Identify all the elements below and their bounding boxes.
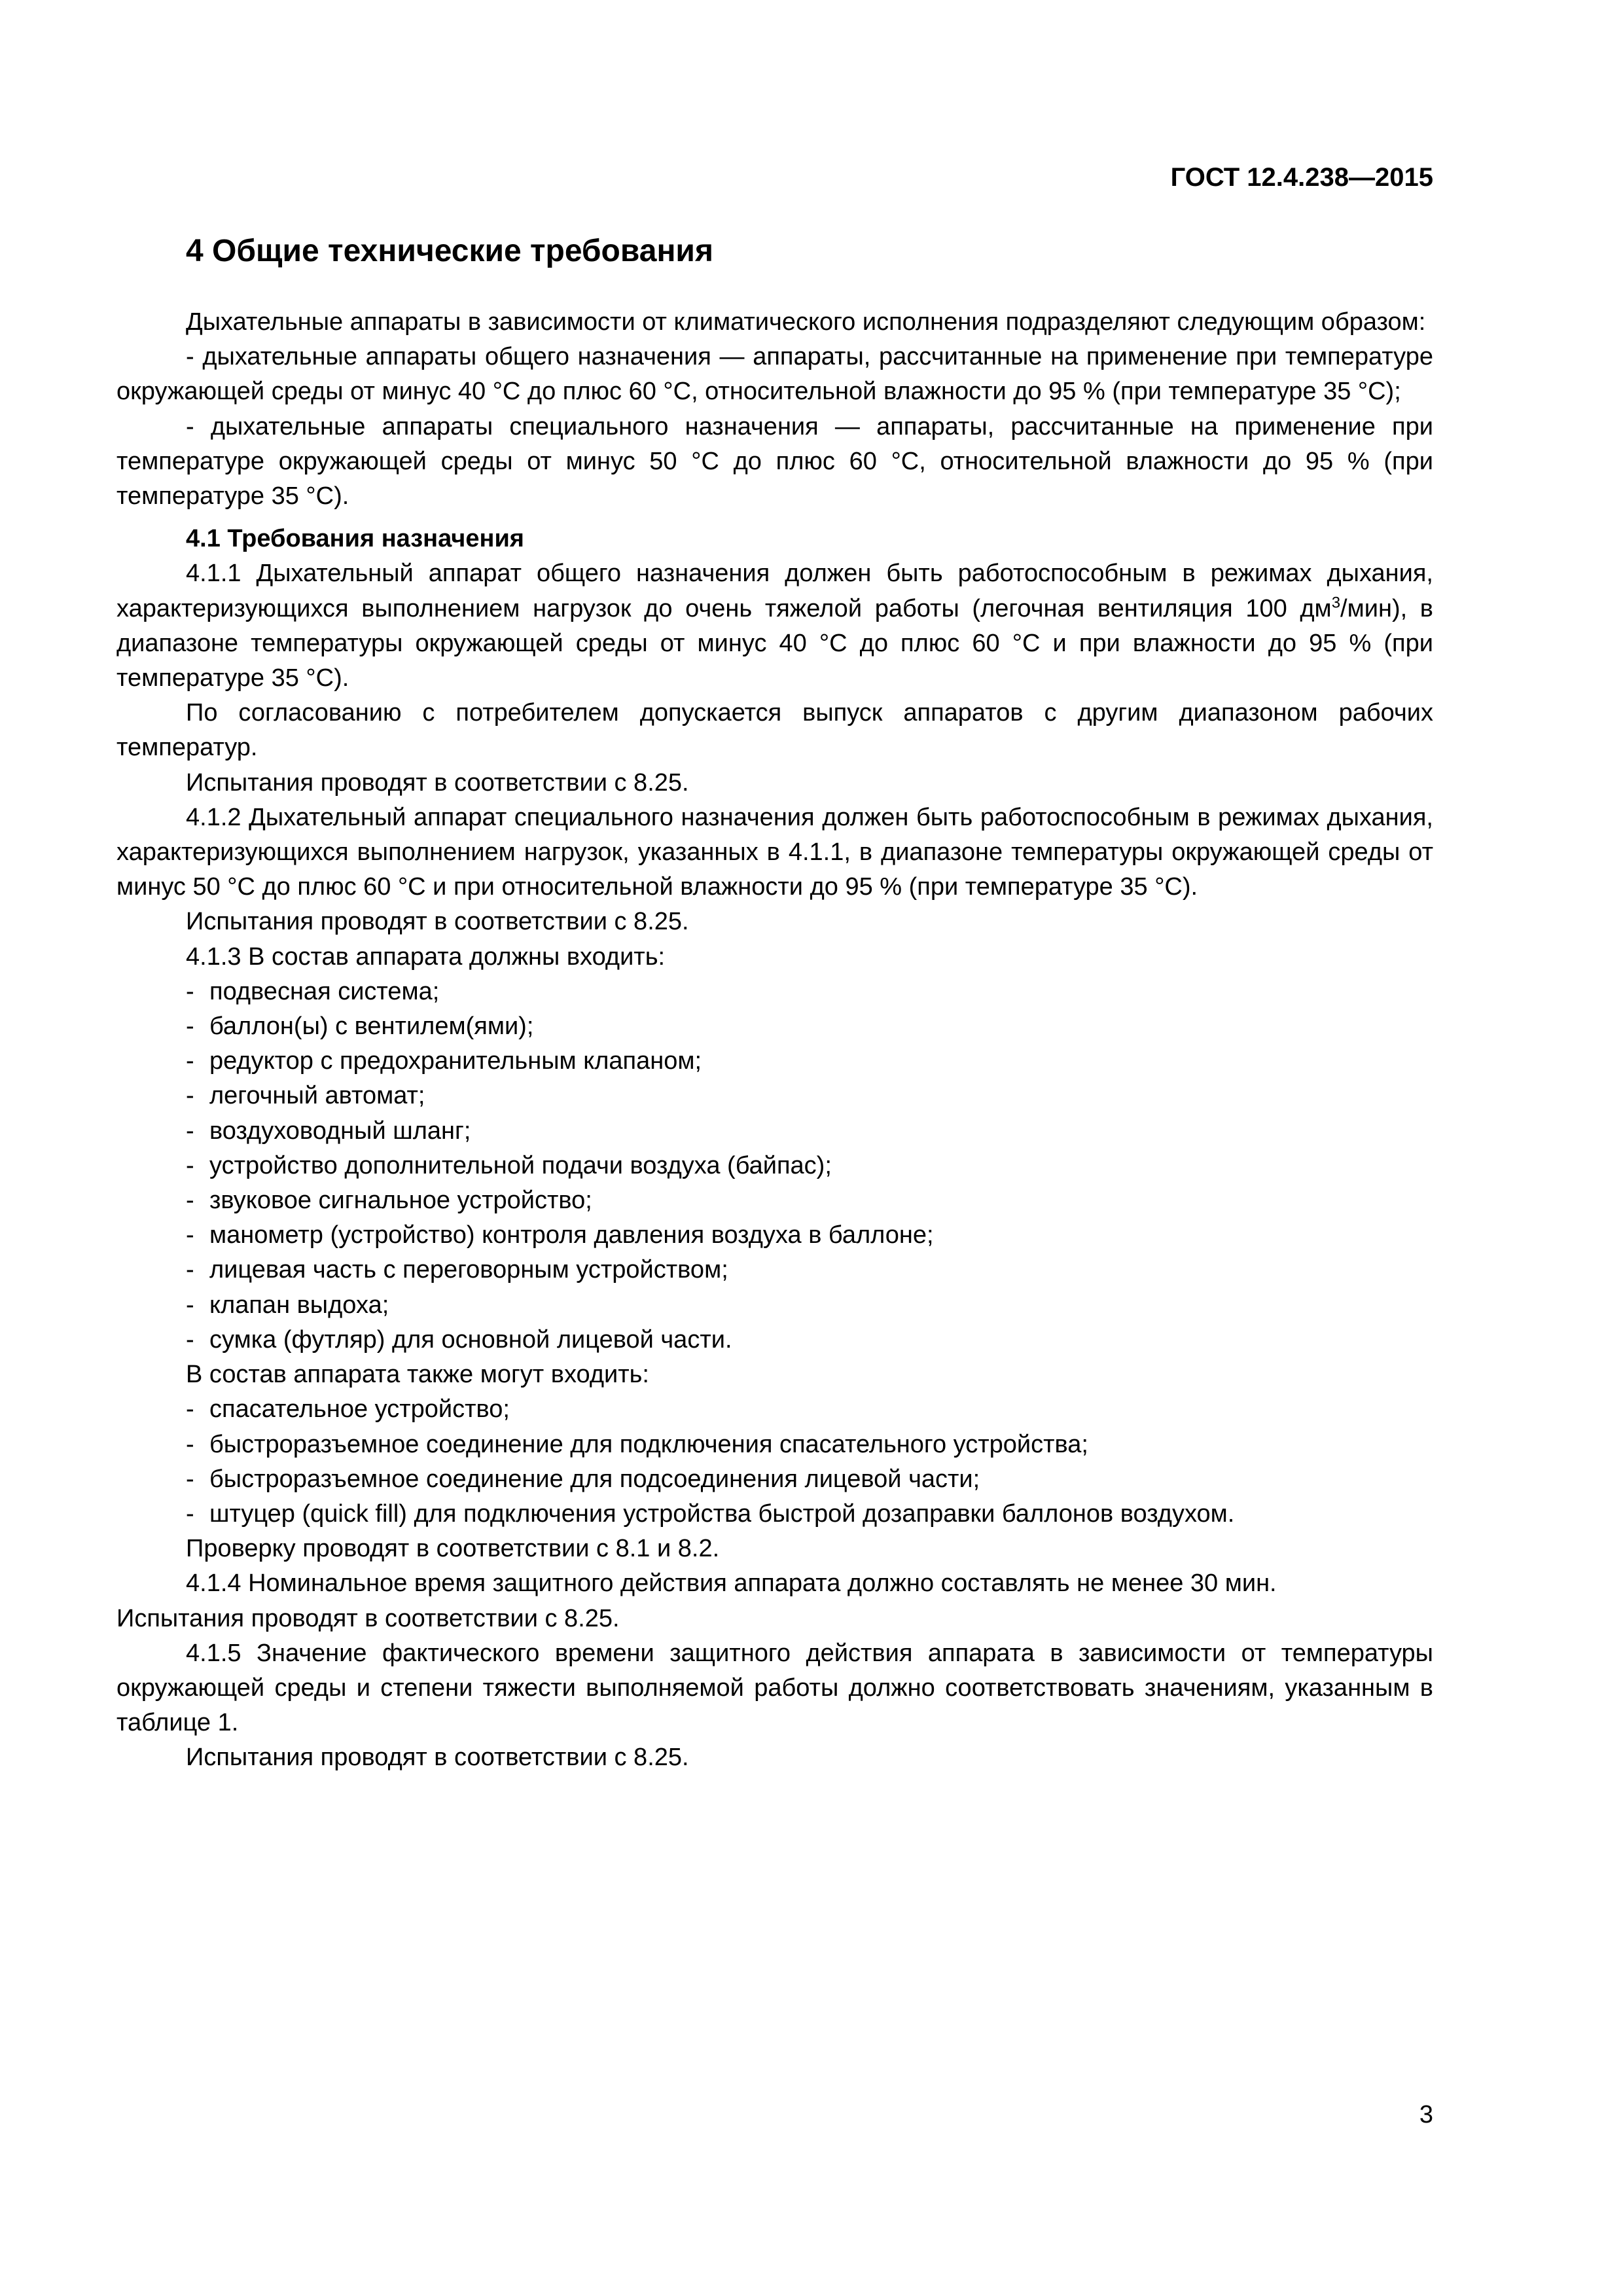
list-item: - легочный автомат; [186,1082,425,1110]
paragraph-check-4-1-3: Проверку проводят в соответствии с 8.1 и 8.2. [186,1535,720,1563]
paragraph-4-1-1 [116,556,1433,696]
paragraph-tests-4-1-1: Испытания проводят в соответствии с 8.25. [186,768,689,797]
list-item: - быстроразъемное соединение для подключения спасательного устройства; [186,1430,1088,1458]
list-item: - клапан выдоха; [186,1291,389,1319]
paragraph-tests-4-1-5: Испытания проводят в соответствии с 8.25. [186,1744,689,1772]
section-title: 4 Общие технические требования [186,234,713,268]
list-item: - звуковое сигнальное устройство; [186,1187,592,1215]
document-body [116,230,1433,1776]
paragraph-tests-4-1-4: Испытания проводят в соответствии с 8.25. [116,1604,620,1632]
list-item: - подвесная система; [186,977,440,1005]
list-item: - спасательное устройство; [186,1395,510,1424]
list-item: - устройство дополнительной подачи воздуха (байпас); [186,1151,832,1179]
paragraph-tests-4-1-2: Испытания проводят в соответствии с 8.25. [186,908,689,936]
section-intro: Дыхательные аппараты в зависимости от климатического исполнения подразделяют следующим образом: [186,308,1426,336]
required-components-list [116,975,1433,1357]
optional-components-intro: В состав аппарата также могут входить: [186,1361,649,1389]
paragraph-agreement: По согласованию с потребителем допускается выпуск аппаратов с другим диапазоном рабочих температур. [116,699,1433,762]
paragraph-4-1-2: 4.1.2 Дыхательный аппарат специального назначения должен быть работоспособным в режимах дыхания, характеризующихся выполнением нагрузок, указанных в 4.1.1, в диапазоне температуры окружающей среды от минус 50 °С до плюс 60 °С и при относительной влажности до 95 % (при температуре 35 °С). [116,803,1433,901]
list-item: - манометр (устройство) контроля давления воздуха в баллоне; [186,1221,934,1249]
list-item: - штуцер (quick fill) для подключения устройства быстрой дозаправки баллонов воздухом. [186,1499,1235,1528]
paragraph-4-1-1-part-a: 4.1.1 Дыхательный аппарат общего назначения должен быть работоспособным в режимах дыхания, характеризующихся выполнением нагрузок до очень тяжелой работы (легочная вентиляция 100 дм [116,560,1433,622]
superscript-exponent: 3 [1331,593,1341,611]
variant-general: - дыхательные аппараты общего назначения — аппараты, рассчитанные на применение при температуре окружающей среды от минус 40 °С до плюс 60 °С, относительной влажности до 95 % (при температуре 35 °С); [116,343,1433,406]
list-item: - быстроразъемное соединение для подсоединения лицевой части; [186,1465,980,1493]
list-item: - редуктор с предохранительным клапаном; [186,1047,702,1075]
list-item: - сумка (футляр) для основной лицевой части. [186,1325,732,1354]
optional-components-list [116,1392,1433,1532]
list-item: - воздуховодный шланг; [186,1117,471,1145]
variant-special: - дыхательные аппараты специального назначения — аппараты, рассчитанные на применение при температуре окружающей среды от минус 50 °С до плюс 60 °С, относительной влажности до 95 % (при температуре 35 °С). [116,412,1433,511]
subsection-title: 4.1 Требования назначения [186,525,524,553]
list-item: - лицевая часть с переговорным устройством; [186,1256,728,1284]
paragraph-4-1-5: 4.1.5 Значение фактического времени защитного действия аппарата в зависимости от температуры окружающей среды и степени тяжести выполняемой работы должно соответствовать значениям, указанным в таблице 1. [116,1639,1433,1737]
paragraph-4-1-1-part-b: /мин), в диапазоне температуры окружающей среды от минус 40 °С до плюс 60 °С и при влажности до 95 % (при температуре 35 °С). [116,594,1433,692]
list-item: - баллон(ы) с вентилем(ями); [186,1013,534,1041]
document-code: ГОСТ 12.4.238—2015 [1170,163,1433,192]
page-number: 3 [1419,2101,1433,2128]
paragraph-4-1-4: 4.1.4 Номинальное время защитного действия аппарата должно составлять не менее 30 мин. [186,1570,1277,1598]
paragraph-4-1-3: 4.1.3 В состав аппарата должны входить: [186,942,666,971]
